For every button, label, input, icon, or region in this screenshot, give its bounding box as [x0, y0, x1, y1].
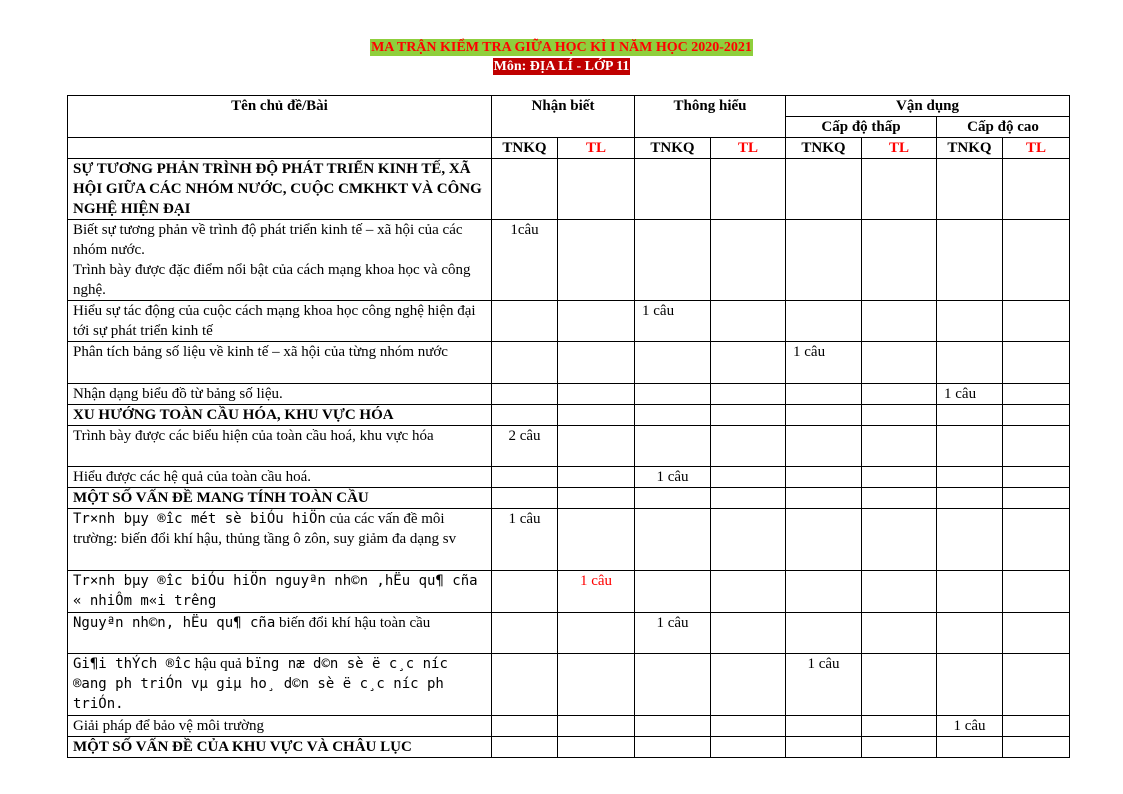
question-count: 1 câu: [635, 467, 711, 488]
question-count: 1 câu: [558, 571, 635, 613]
header-tl: TL: [862, 138, 937, 159]
table-row: [68, 509, 1070, 571]
document-subtitle: Môn: ĐỊA LÍ - LỚP 11: [493, 59, 630, 74]
document-title: MA TRẬN KIỂM TRA GIỮA HỌC KÌ I NĂM HỌC 2020-2021: [371, 40, 752, 55]
table-row: [68, 405, 1070, 426]
question-count: 1 câu: [635, 301, 711, 342]
header-cap-do-cao: Cấp độ cao: [937, 117, 1070, 138]
header-topic: Tên chủ đề/Bài: [68, 96, 492, 138]
topic-heading: SỰ TƯƠNG PHẢN TRÌNH ĐỘ PHÁT TRIỂN KINH TẾ, XÃ HỘI GIỮA CÁC NHÓM NƯỚC, CUỘC CMKHKT VÀ CÔNG NGHỆ HIỆN ĐẠI: [68, 159, 492, 220]
row-content: Biết sự tương phản về trình độ phát triển kinh tế – xã hội của các nhóm nước. Trình bày được đặc điểm nổi bật của cách mạng khoa học và công nghệ.: [68, 220, 492, 301]
table-row: [68, 384, 1070, 405]
header-tnkq: TNKQ: [937, 138, 1003, 159]
header-van-dung: Vận dụng: [786, 96, 1070, 117]
row-content: Nguyªn nh©n, hËu qu¶ cña biến đổi khí hậu toàn cầu: [68, 613, 492, 654]
title-row: [0, 38, 1123, 56]
row-content: Nhận dạng biểu đồ từ bảng số liệu.: [68, 384, 492, 405]
question-count: 1 câu: [786, 654, 862, 716]
header-thong-hieu: Thông hiểu: [635, 96, 786, 138]
table-row: [68, 426, 1070, 467]
question-count: 1 câu: [635, 613, 711, 654]
question-count: 1câu: [492, 220, 558, 301]
header-tnkq: TNKQ: [492, 138, 558, 159]
header-tl: TL: [558, 138, 635, 159]
topic-heading: MỘT SỐ VẤN ĐỀ CỦA KHU VỰC VÀ CHÂU LỤC: [68, 737, 492, 758]
table-row: [68, 571, 1070, 613]
header-tl: TL: [711, 138, 786, 159]
row-content: Trình bày được các biểu hiện của toàn cầu hoá, khu vực hóa: [68, 426, 492, 467]
table-row: [68, 654, 1070, 716]
table-row: [68, 301, 1070, 342]
row-content: Phân tích bảng số liệu về kinh tế – xã hội của từng nhóm nước: [68, 342, 492, 384]
topic-heading: MỘT SỐ VẤN ĐỀ MANG TÍNH TOÀN CẦU: [68, 488, 492, 509]
question-count: 1 câu: [492, 509, 558, 571]
table-row: [68, 716, 1070, 737]
header-cap-do-thap: Cấp độ thấp: [786, 117, 937, 138]
table-row: [68, 220, 1070, 301]
header-blank: [68, 138, 492, 159]
table-row: [68, 159, 1070, 220]
header-tnkq: TNKQ: [635, 138, 711, 159]
table-row: [68, 488, 1070, 509]
topic-heading: XU HƯỚNG TOÀN CẦU HÓA, KHU VỰC HÓA: [68, 405, 492, 426]
row-content: Hiểu sự tác động của cuộc cách mạng khoa học công nghệ hiện đại tới sự phát triển kinh tế: [68, 301, 492, 342]
table-row: [68, 613, 1070, 654]
table-row: [68, 342, 1070, 384]
subtitle-row: [0, 57, 1123, 75]
matrix-table: [67, 95, 1070, 758]
header-tnkq: TNKQ: [786, 138, 862, 159]
question-count: 2 câu: [492, 426, 558, 467]
header-tl: TL: [1003, 138, 1070, 159]
header-nhan-biet: Nhận biết: [492, 96, 635, 138]
row-content: Gi¶i thÝch ®îc hậu quả bïng næ d©n sè ë c¸c níc ®ang ph triÓn vµ giµ ho¸ d©n sè ë c¸c níc ph triÓn.: [68, 654, 492, 716]
table-row: [68, 737, 1070, 758]
question-count: 1 câu: [786, 342, 862, 384]
row-content: Giải pháp để bảo vệ môi trường: [68, 716, 492, 737]
question-count: 1 câu: [937, 384, 1003, 405]
question-count: 1 câu: [937, 716, 1003, 737]
row-content: Hiểu được các hệ quả của toàn cầu hoá.: [68, 467, 492, 488]
row-content: Tr×nh bµy ®îc mét sè biÓu hiÖn của các vấn đề môi trường: biến đổi khí hậu, thủng tầng ô zôn, suy giảm đa dạng sv: [68, 509, 492, 571]
row-content: Tr×nh bµy ®îc biÓu hiÖn nguyªn nh©n ,hËu qu¶ cña « nhiÔm m«i trêng: [68, 571, 492, 613]
table-row: [68, 467, 1070, 488]
